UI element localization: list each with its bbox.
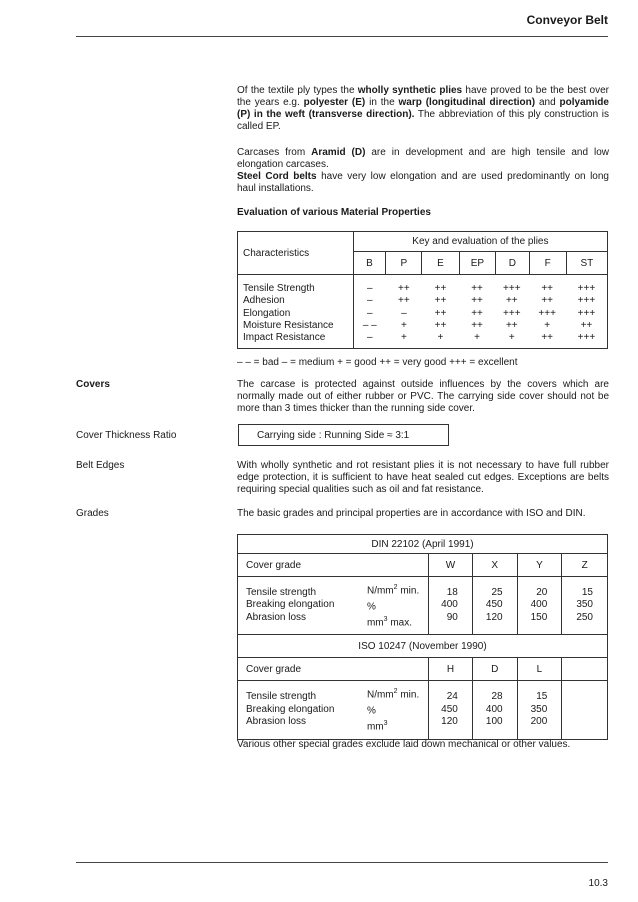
bold-text: Steel Cord belts	[237, 171, 317, 182]
covers-label: Covers	[76, 379, 110, 390]
evaluation-value: +++	[577, 332, 596, 344]
grade-value: 25	[491, 586, 503, 598]
grade-value: 120	[485, 611, 503, 623]
property-name: Breaking elongation	[246, 599, 335, 611]
ply-column-ST: ST	[566, 252, 607, 275]
evaluation-value: ++	[580, 319, 593, 331]
grade-value: 450	[441, 703, 458, 715]
grade-value: 200	[530, 716, 548, 728]
evaluation-row	[354, 332, 607, 344]
iso-grade-L: L	[517, 658, 562, 681]
unit-base: %	[366, 705, 376, 717]
characteristic-name: Tensile Strength	[243, 283, 315, 294]
unit	[367, 686, 428, 702]
property-name: Tensile strength	[246, 691, 317, 703]
characteristic-name: Adhesion	[243, 295, 285, 307]
din-unit-list	[365, 577, 429, 635]
evaluation-value: ++	[471, 283, 483, 294]
evaluation-value: ++	[398, 295, 410, 307]
grade-value: 90	[446, 611, 458, 623]
grade-value: 450	[485, 599, 503, 611]
belt-edges-label: Belt Edges	[76, 460, 125, 471]
characteristic-name: Impact Resistance	[243, 332, 326, 344]
ply-column-E: E	[422, 252, 459, 275]
grade-value: 400	[530, 599, 548, 611]
intro-paragraph-2	[237, 147, 609, 171]
din-grade-X: X	[472, 554, 517, 577]
characteristic-name: Moisture Resistance	[243, 319, 334, 331]
intro-paragraph-3	[237, 171, 609, 195]
unit-base: mm	[366, 721, 384, 733]
din-cover-grade-label: Cover grade	[238, 554, 429, 577]
evaluation-value: ++	[434, 295, 447, 307]
ply-column-F: F	[529, 252, 566, 275]
evaluation-value: +++	[577, 307, 596, 319]
evaluation-value: +	[508, 332, 515, 344]
iso-title: ISO 10247 (November 1990)	[238, 635, 608, 658]
din-grade-row	[238, 554, 608, 577]
evaluation-value: –	[367, 307, 373, 319]
evaluation-value: ++	[505, 295, 518, 307]
grade-value: 350	[576, 599, 593, 611]
ply-column-EP: EP	[459, 252, 496, 275]
cover-ratio-label: Cover Thickness Ratio	[76, 430, 177, 441]
din-values-Z	[562, 577, 608, 635]
iso-cover-grade-label: Cover grade	[238, 658, 429, 681]
grade-value: 250	[576, 611, 593, 623]
unit-base: mm	[366, 616, 384, 628]
unit-base: N/mm	[366, 689, 394, 701]
grades-note: Various other special grades exclude laid down mechanical or other values.	[237, 739, 571, 750]
text: The abbreviation of this ply construction is called EP.	[237, 109, 609, 132]
din-title: DIN 22102 (April 1991)	[238, 535, 608, 554]
iso-grade-H: H	[429, 658, 473, 681]
bold-text: polyester (E)	[303, 97, 366, 108]
grade-value: 400	[485, 703, 503, 715]
belt-edges-text: With wholly synthetic and rot resistant plies it is not necessary to have full rubber edge protection, it is sufficient to have heat sealed cut edges. Exceptions are belts requiring special qualities such as oil and fat resistance.	[237, 460, 609, 495]
iso-values-D	[472, 681, 517, 739]
iso-values-H	[429, 681, 473, 739]
din-values-W	[429, 577, 473, 635]
din-grade-Z: Z	[562, 554, 608, 577]
iso-property-list	[238, 681, 365, 739]
evaluation-value: – –	[362, 319, 377, 331]
text: have proved to be the best over the years e.g.	[237, 85, 609, 108]
evaluation-value: +++	[577, 283, 596, 294]
characteristic-name: Elongation	[243, 307, 291, 319]
unit-suffix: max.	[387, 616, 412, 628]
iso-empty-cell	[562, 681, 608, 739]
unit-suffix: min.	[397, 689, 420, 701]
text: Of the textile ply types the	[237, 85, 358, 96]
text: are in development and are high tensile and low elongation carcases.	[237, 147, 609, 170]
values-grid	[354, 283, 607, 344]
bold-text: warp (longitudinal direction)	[398, 97, 536, 108]
grade-value: 24	[446, 691, 458, 703]
bold-text: wholly synthetic plies	[357, 85, 463, 96]
iso-unit-list	[365, 681, 429, 739]
evaluation-value: +++	[503, 283, 521, 294]
evaluation-value: ++	[471, 307, 483, 319]
unit	[367, 582, 428, 598]
evaluation-value: ++	[434, 283, 447, 294]
property-name: Breaking elongation	[246, 703, 335, 715]
evaluation-value: +	[437, 332, 444, 344]
iso-values-L	[517, 681, 562, 739]
evaluation-row	[354, 295, 607, 307]
ply-column-B: B	[353, 252, 385, 275]
grade-value: 18	[446, 586, 458, 598]
evaluation-value: +	[544, 319, 551, 331]
grade-value: 100	[485, 716, 503, 728]
grades-text: The basic grades and principal properties are in accordance with ISO and DIN.	[237, 508, 586, 519]
unit	[367, 702, 428, 718]
grade-value: 15	[536, 691, 548, 703]
grades-label: Grades	[76, 508, 109, 519]
cover-ratio-box: Carrying side : Running Side ≈ 3:1	[238, 424, 449, 446]
din-grade-Y: Y	[517, 554, 562, 577]
evaluation-value: ++	[471, 295, 483, 307]
characteristics-list	[238, 275, 354, 349]
evaluation-value: –	[401, 307, 407, 319]
property-name: Abrasion loss	[246, 716, 307, 728]
text: and	[535, 97, 560, 108]
page-number: 10.3	[588, 878, 608, 889]
grade-value: 350	[530, 703, 548, 715]
unit-superscript: 2	[393, 584, 398, 591]
din-values-X	[472, 577, 517, 635]
values-cell	[353, 275, 607, 349]
din-grade-W: W	[429, 554, 473, 577]
evaluation-value: +	[400, 332, 407, 344]
key-header: Key and evaluation of the plies	[353, 232, 607, 252]
bold-text: Aramid (D)	[311, 147, 366, 158]
page-header-title: Conveyor Belt	[526, 13, 608, 27]
evaluation-value: ++	[434, 319, 447, 331]
unit	[367, 614, 428, 630]
evaluation-value: ++	[505, 319, 518, 331]
unit-suffix: min.	[397, 585, 420, 597]
din-property-list	[238, 577, 365, 635]
evaluation-value: ++	[541, 332, 554, 344]
evaluation-value: ++	[541, 283, 554, 294]
ply-column-P: P	[386, 252, 422, 275]
unit-superscript: 3	[383, 615, 388, 623]
evaluation-value: +	[400, 319, 407, 331]
property-name: Tensile strength	[246, 586, 317, 598]
footer-rule	[76, 862, 608, 863]
grade-value: 20	[536, 586, 548, 598]
evaluation-legend: – – = bad – = medium + = good ++ = very good +++ = excellent	[237, 357, 518, 368]
evaluation-value: –	[367, 283, 373, 294]
property-name: Abrasion loss	[246, 611, 307, 623]
text: have very low elongation and are used predominantly on long haul installations.	[237, 171, 609, 194]
unit-superscript: 2	[393, 688, 398, 696]
grades-table	[237, 534, 608, 740]
iso-empty-cell	[562, 658, 608, 681]
characteristics-header: Characteristics	[238, 232, 354, 275]
unit-base: %	[366, 601, 376, 613]
evaluation-value: –	[367, 332, 373, 344]
bold-text: polyamide (P) in the weft (transverse direction).	[237, 97, 609, 120]
grade-value: 400	[441, 599, 458, 611]
evaluation-value: ++	[541, 295, 554, 307]
iso-grade-row	[238, 658, 608, 681]
evaluation-row	[354, 283, 607, 295]
ply-column-D: D	[496, 252, 529, 275]
evaluation-heading: Evaluation of various Material Properties	[237, 207, 431, 218]
evaluation-table	[237, 231, 608, 349]
grade-value: 15	[581, 586, 593, 598]
evaluation-value: ++	[434, 307, 447, 319]
header-rule	[76, 36, 608, 37]
evaluation-value: –	[367, 295, 373, 307]
grade-value: 28	[491, 691, 503, 703]
evaluation-value: ++	[471, 319, 483, 331]
din-values-Y	[517, 577, 562, 635]
evaluation-value: +++	[538, 307, 556, 319]
grade-value: 120	[441, 716, 458, 728]
unit	[367, 718, 428, 734]
evaluation-value: ++	[398, 283, 410, 294]
unit-base: N/mm	[366, 585, 394, 597]
grade-value: 150	[530, 611, 548, 623]
intro-paragraph-1	[237, 85, 609, 133]
text: Carcases from	[237, 147, 312, 158]
evaluation-value: +++	[503, 307, 521, 319]
evaluation-value: +++	[577, 295, 596, 307]
unit	[367, 598, 428, 614]
unit-superscript: 3	[383, 720, 388, 728]
evaluation-row	[354, 320, 607, 332]
iso-grade-D: D	[472, 658, 517, 681]
din-body-row	[238, 577, 608, 635]
text: in the	[365, 97, 399, 108]
covers-text: The carcase is protected against outside influences by the covers which are normally made out of either rubber or PVC. The carrying side cover should not be more than 3 times thicker than the running side cover.	[237, 379, 609, 414]
iso-body-row	[238, 681, 608, 739]
evaluation-row	[354, 308, 607, 320]
evaluation-value: +	[474, 332, 480, 344]
